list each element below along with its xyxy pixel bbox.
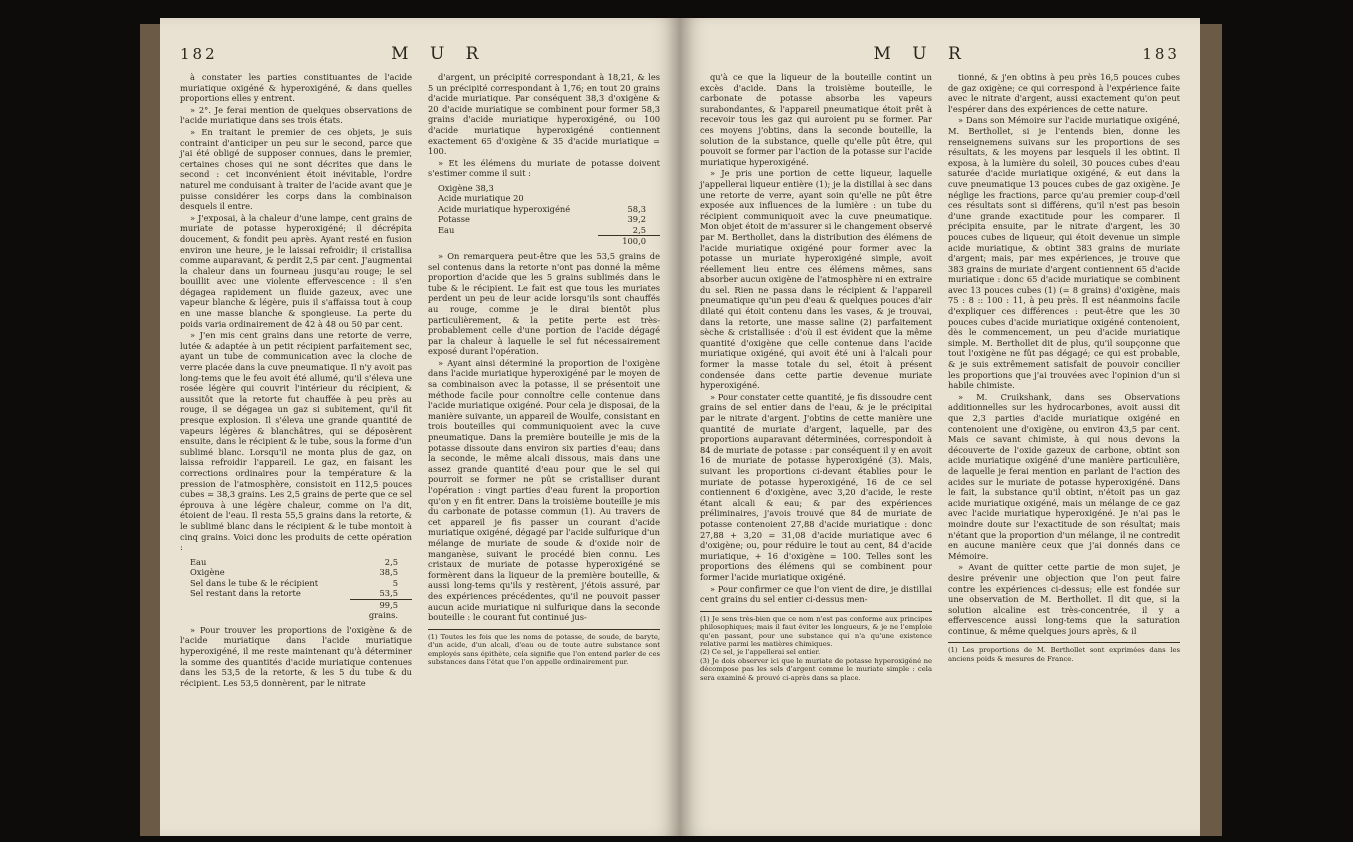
footnote: (1) Les proportions de M. Berthollet sont exprimées dans les anciens poids & mesures de France. (948, 642, 1180, 663)
paragraph: » 2°. Je ferai mention de quelques observations de l'acide muriatique dans ses trois états. (180, 104, 412, 126)
right-running-title: M U R (873, 44, 969, 64)
paragraph: » Pour confirmer ce que l'on vient de dire, je distillai cent grains du sel entier ci-dessus men- (700, 583, 932, 605)
paragraph: » Avant de quitter cette partie de mon sujet, je desire prévenir une objection que l'on peut faire contre les expériences ci-dessus; elle est fondée sur une observation de M. Berthollet. Il dit que, si la solution alcaline est très-concentrée, il y a effervescence aussi long-tems que la saturation continue, & même quelques jours après, & il (948, 562, 1180, 636)
paragraph: » J'en mis cent grains dans une retorte de verre, lutée & adaptée à un petit récipient parfaitement sec, ayant un tube de communication avec la cloche de verre placée dans la cuve pneumatique. Il n'y avoit pas long-tems que le feu avoit été allumé, qu'il s'éleva une rosée légère qui couvrit l'intérieur du récipient, & aussitôt que la retorte fut chauffée à peu près au rouge, il se dégagea un gaz si subitement, qu'il fit presque explosion. Il s'éleva une grande quantité de vapeurs légères & blanchâtres, qui se déposèrent ensuite, dans le récipient & le tube, sous la forme d'un sublimé blanc. Lorsqu'il ne monta plus de gaz, on laissa refroidir l'appareil. Le gaz, en faisant les corrections ordinaires pour la température & la pression de l'atmosphère, consistoit en 112,5 pouces cubes = 38,3 grains. Les 2,5 grains de perte que ce sel éprouva à une légère chaleur, comme on l'a dit, étoient de l'eau. Il resta 55,5 grains dans la retorte, & le sublimé blanc dans le récipient & le tube montoit à cinq grains. Voici donc les produits de cette opération : (180, 330, 412, 553)
left-page-header (180, 44, 660, 64)
table-total: 99,5 grains. (350, 599, 412, 621)
table-total: 100,0 (598, 235, 660, 247)
footnote: (1) Je sens très-bien que ce nom n'est pas conforme aux principes philosophiques; mais il faut éviter les longueurs, & je ne l'emploie qu'en passant, pour une substance qui n'a qu'une existence relative parmi les matières chimiques. (700, 614, 932, 648)
paragraph: » Et les élémens du muriate de potasse doivent s'estimer comme il suit : (428, 157, 660, 179)
left-column-1 (180, 72, 412, 689)
paragraph: tionné, & j'en obtins à peu près 16,5 pouces cubes de gaz oxigène; ce qui correspond à l'expérience faite avec le nitrate d'argent, aussi exactement qu'on peut l'espérer dans des expériences de cette nature. (948, 72, 1180, 114)
right-column-1 (700, 72, 932, 682)
right-page (680, 18, 1200, 836)
left-running-title: M U R (391, 44, 487, 64)
book-edge-left (140, 24, 162, 836)
paragraph: » Pour trouver les proportions de l'oxigène & de l'acide muriatique dans l'acide muriatique hyperoxigéné, il me reste maintenant qu'à déterminer la somme des quantités d'acide muriatique contenues dans les 53,5 de la retorte, & les 5 du tube & du récipient. Les 53,5 donnèrent, par le nitrate (180, 624, 412, 688)
left-page-number: 182 (180, 45, 218, 63)
footnote: (1) Toutes les fois que les noms de potasse, de soude, de baryte, d'un acide, d'un alcali, d'eau ou de toute autre substance sont employés sans épithète, cela signifie que l'on entend parler de ces substances dans l'état que l'on appelle ordinairement pur. (428, 629, 660, 667)
right-page-header (700, 44, 1180, 64)
table-row: Sel restant dans la retorte 53,5 (190, 588, 398, 599)
footnote: (2) Ce sel, je l'appellerai sel entier. (700, 648, 821, 657)
table-row: Acide muriatique hyperoxigéné 58,3 (438, 203, 646, 214)
footnote: (3) Je dois observer ici que le muriate de potasse hyperoxigéné ne décompose pas les sels d'argent comme le muriate simple : cela sera examiné & prouvé ci-après dans sa place. (700, 656, 932, 682)
table-row: Oxigène 38,5 (190, 567, 398, 578)
book-edge-right (1198, 24, 1222, 836)
paragraph: à constater les parties constituantes de l'acide muriatique oxigéné & hyperoxigéné, & dans quelles proportions elles y entrent. (180, 72, 412, 104)
right-column-2 (948, 72, 1180, 682)
table-row: Potasse 39,2 (438, 214, 646, 225)
paragraph: » En traitant le premier de ces objets, je suis contraint d'anticiper un peu sur le second, parce que j'ai été obligé de supposer connues, dans le premier, certaines choses qui ne sont décrites que dans le second : cet inconvénient étoit inévitable, l'ordre naturel me conduisant à traiter de l'acide avant que je puisse considérer les corps dans la combinaison desquels il entre. (180, 126, 412, 212)
table-row: Eau 2,5 (438, 224, 646, 235)
paragraph: » Ayant ainsi déterminé la proportion de l'oxigène dans l'acide muriatique hyperoxigéné par le moyen de sa combinaison avec la potasse, il se présentoit une méthode facile pour connoître celle contenue dans l'acide muriatique oxigéné. Pour cela je disposai, de la manière suivante, un appareil de Woulfe, consistant en trois bouteilles qui communiquoient avec la cuve pneumatique. Dans la première bouteille je mis de la potasse dissoute dans environ six parties d'eau; dans la seconde, le même alcali dissous, mais dans une assez grande quantité d'eau pour que le sel qui pourroit se former ne pût se cristalliser durant l'opération : vingt parties d'eau furent la proportion qu'on y en fit entrer. Dans la troisième bouteille je mis du carbonate de potasse commun (1). Au travers de cet appareil je fis passer un courant d'acide muriatique oxigéné, dégagé par l'acide sulfurique d'un mélange de muriate de soude & d'oxide noir de manganèse, suivant le procédé bien connu. Les cristaux de muriate de potasse hyperoxigéné se formèrent dans la liqueur de la première bouteille, & aussi long-tems qu'ils y restèrent, j'étois assuré, par des expériences précédentes, qu'il ne pouvoit passer aucun acide muriatique ni sulfurique dans la seconde bouteille : le courant fut continué jus- (428, 357, 660, 623)
table-row: Sel dans le tube & le récipient 5 (190, 577, 398, 588)
left-column-2 (428, 72, 660, 689)
products-table (190, 557, 412, 621)
right-page-number: 183 (1142, 45, 1180, 63)
table-row: Acide muriatique 20 (438, 193, 524, 204)
table-row: Oxigène 38,3 (438, 182, 494, 193)
paragraph: » Je pris une portion de cette liqueur, laquelle j'appellerai liqueur entière (1); je la distillai à sec dans une retorte de verre, ayant soin qu'elle ne pût être exposée aux influences de la lumière : un tube du récipient communiquoit avec la cuve pneumatique. Mon objet étoit de m'assurer si le changement observé par M. Berthollet, dans la distribution des élémens de l'acide muriatique oxigéné pour former avec la potasse un muriate hyperoxigéné simple, avoit réellement lieu entre ces élémens mêmes, sans absorber aucun oxigène de l'atmosphère ni en extraire du sel. Rien ne passa dans le récipient & l'appareil pneumatique qu'un peu d'eau & quelques pouces d'air dilaté qui étoit contenu dans les vases, & je trouvai, dans la retorte, une masse saline (2) parfaitement sèche & cristallisée : d'où il est évident que la même quantité d'oxigène que celle contenue dans l'acide muriatique oxigéné, qui avoit été uni à l'alcali pour former la masse totale du sel, étoit à présent condensée dans cette partie devenue muriate hyperoxigéné. (700, 168, 932, 391)
table-row: Eau 2,5 (190, 556, 398, 567)
paragraph: » M. Cruikshank, dans ses Observations additionnelles sur les hydrocarbones, avoit aussi dit que 2,3 parties d'acide muriatique oxigéné en contenoient une d'oxigène, ou environ 43,5 par cent. Mais ce savant chimiste, à qui nous devons la découverte de l'oxide gazeux de carbone, obtint son acide muriatique oxigéné d'une manière particulière, de laquelle je ferai mention en parlant de l'action des acides sur le muriate de potasse hyperoxigéné. Dans le fait, la substance qu'il obtint, n'étoit pas un gaz acide muriatique oxigéné, mais un mélange de ce gaz avec l'acide muriatique hyperoxigéné. Je n'ai pas le moindre doute sur l'exactitude de son résultat; mais n'étant que la proportion d'un mélange, il ne contredit en aucune manière ceux que j'ai donnés dans ce Mémoire. (948, 391, 1180, 561)
elements-table (438, 183, 660, 247)
paragraph: qu'à ce que la liqueur de la bouteille contint un excès d'acide. Dans la troisième bouteille, le carbonate de potasse absorba les vapeurs surabondantes, & l'appareil pneumatique étoit prêt à recevoir tous les gaz qui auroient pu se former. Par ces moyens j'obtins, dans la seconde bouteille, la solution de la substance, quelle qu'elle pût être, qui pouvoit se former par l'action de la potasse sur l'acide muriatique hyperoxigéné. (700, 72, 932, 167)
footnotes (700, 611, 932, 682)
left-page (160, 18, 680, 836)
paragraph: » J'exposai, à la chaleur d'une lampe, cent grains de muriate de potasse hyperoxigéné; il décrépita doucement, & fondit peu après. Ayant resté en fusion environ une heure, je le laissai refroidir; il cristallisa comme auparavant, & perdit 2,5 par cent. J'augmentai la chaleur dans un fourneau jusqu'au rouge; le sel bouillit avec une violente effervescence : il s'en dégagea rapidement un fluide gazeux, avec une vapeur blanche & légère, puis il s'affaissa tout à coup en une masse blanche & spongieuse. La perte du poids varia ordinairement de 42 à 48 ou 50 par cent. (180, 212, 412, 329)
paragraph: » Dans son Mémoire sur l'acide muriatique oxigéné, M. Berthollet, si je l'entends bien, donne les renseignemens suivans sur les proportions de ses résultats, & les moyens par lesquels il les obtint. Il exposa, à la lumière du soleil, 30 pouces cubes d'eau saturée d'acide muriatique oxigéné, & eut dans la cuve pneumatique 13 pouces cubes de gaz oxigène. Je néglige les fractions, parce qu'au premier coup-d'œil ces résultats sont si différens, qu'il n'est pas besoin d'une grande exactitude pour les comparer. Il précipita ensuite, par le nitrate d'argent, les 30 pouces cubes de liqueur, qui étoit devenue un simple acide muriatique, & obtint 383 grains de muriate d'argent; mais, par mes expériences, je trouve que 383 grains de muriate d'argent contiennent 65 d'acide muriatique : donc 65 d'acide muriatique se combinent avec 13 pouces cubes (1) (= 8 grains) d'oxigène, mais 75 : 8 :: 100 : 11, à peu près. Il est néanmoins facile d'expliquer ces différences : peut-être que les 30 pouces cubes d'acide muriatique oxigéné contenoient, dès le commencement, un peu d'acide muriatique simple. M. Berthollet dit de plus, qu'il soupçonne que tout l'oxigène ne fût pas dégagé; ce qui est probable, & je suis extrêmement satisfait de pouvoir concilier les proportions que j'ai trouvées avec l'opinion d'un si habile chimiste. (948, 115, 1180, 391)
paragraph: » Pour constater cette quantité, je fis dissoudre cent grains de sel entier dans de l'eau, & je le précipitai par le nitrate d'argent. J'obtins de cette manière une quantité de muriate d'argent, laquelle, par des proportions auparavant déterminées, correspondoit à 84 de muriate de potasse : par conséquent il y en avoit 16 de muriate de potasse hyperoxigéné (3). Mais, suivant les proportions ci-devant établies pour le muriate de potasse hyperoxigéné, 16 de ce sel contiennent 6 d'oxigène, avec 3,20 d'acide, le reste étant alcali & eau; & par des expériences préliminaires, j'avois trouvé que 84 de muriate de potasse contenoient 27,88 d'acide muriatique : donc 27,88 + 3,20 = 31,08 d'acide muriatique avec 6 d'oxigène; ou, pour réduire le tout au cent, 84 d'acide muriatique, + 16 d'oxigène = 100. Telles sont les proportions des élémens qui se combinent pour former l'acide muriatique oxigéné. (700, 391, 932, 582)
paragraph: d'argent, un précipité correspondant à 18,21, & les 5 un précipité correspondant à 1,76; en tout 20 grains d'acide muriatique. Par conséquent 38,3 d'oxigène & 20 d'acide muriatique se combinent pour former 58,3 grains d'acide muriatique hyperoxigéné, ou 100 d'acide muriatique hyperoxigéné contiennent exactement 65 d'oxigène & 35 d'acide muriatique = 100. (428, 72, 660, 157)
book-spread (160, 18, 1200, 836)
paragraph: » On remarquera peut-être que les 53,5 grains de sel contenus dans la retorte n'ont pas donné la même proportion d'acide que les 5 grains sublimés dans le tube & le récipient. Le fait est que tous les muriates perdent un peu de leur acide lorsqu'ils sont chauffés au rouge, comme je le dirai bientôt plus particulièrement, & la petite perte est très-probablement celle d'une portion de l'acide dégagé par la chaleur à laquelle le sel fut nécessairement exposé durant l'opération. (428, 250, 660, 357)
